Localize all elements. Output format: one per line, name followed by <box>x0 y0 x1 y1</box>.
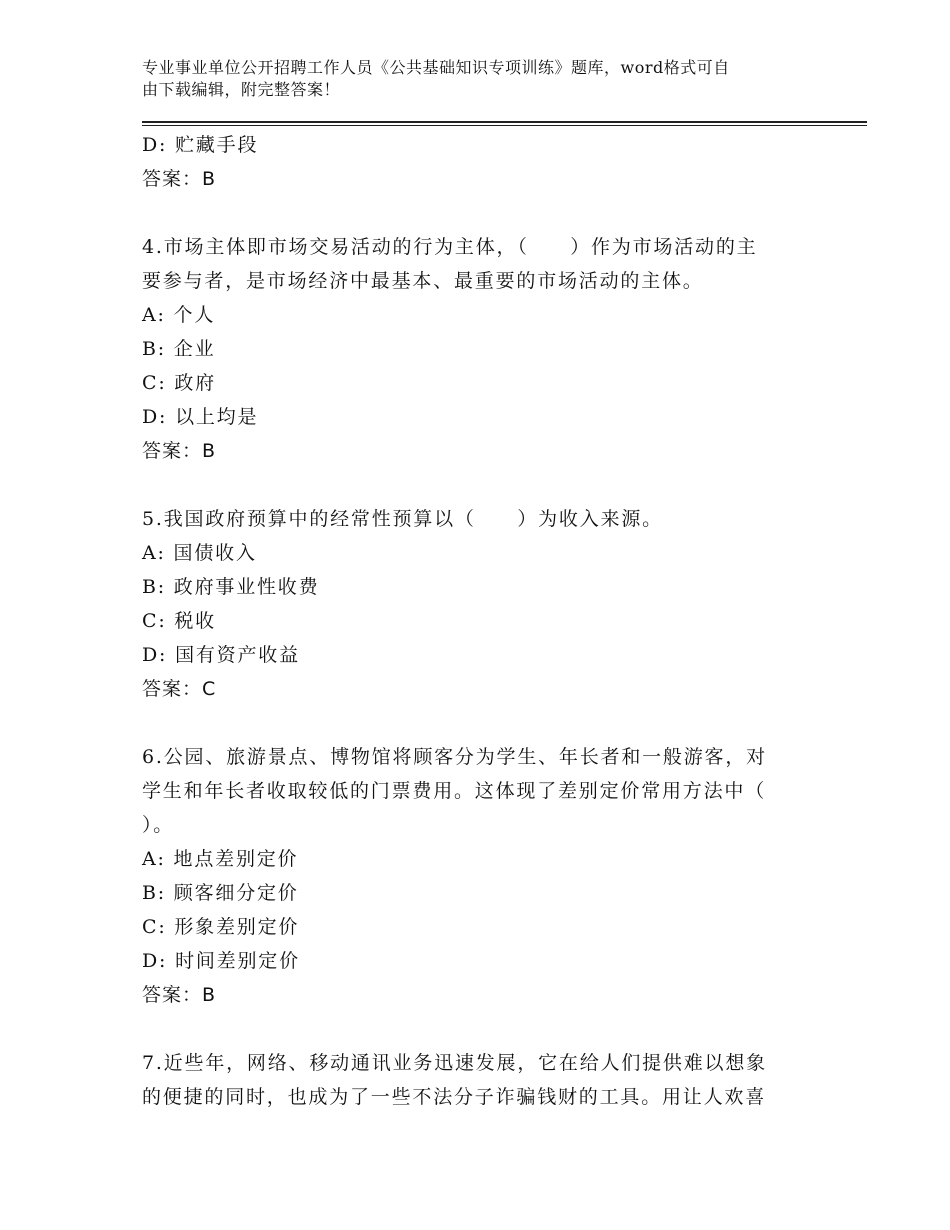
option-a: A: 地点差别定价 <box>142 848 299 870</box>
option-a: A: 国债收入 <box>142 542 257 564</box>
answer: 答案：B <box>142 440 217 462</box>
option-a: A: 个人 <box>142 304 216 326</box>
option-d: D: 时间差别定价 <box>142 950 300 972</box>
header-rule-thin <box>142 125 867 126</box>
question-6 <box>142 740 807 1012</box>
question-4 <box>142 230 807 468</box>
option-b: B: 顾客细分定价 <box>142 882 299 904</box>
question-content <box>142 128 807 1114</box>
question-stem-line: 5.我国政府预算中的经常性预算以（ ）为收入来源。 <box>142 508 663 530</box>
question-stem-line: 要参与者，是市场经济中最基本、最重要的市场活动的主体。 <box>142 270 704 292</box>
option-c: C: 税收 <box>142 610 216 632</box>
option-d: D: 贮藏手段 <box>142 134 259 156</box>
question-stem-line: 7.近些年，网络、移动通讯业务迅速发展，它在给人们提供难以想象 <box>142 1052 767 1074</box>
answer: 答案：B <box>142 984 217 1006</box>
option-c: C: 形象差别定价 <box>142 916 300 938</box>
question-stem-line: 4.市场主体即市场交易活动的行为主体，（ ）作为市场活动的主 <box>142 236 758 258</box>
option-b: B: 企业 <box>142 338 216 360</box>
question-stem-line: ）。 <box>142 814 175 836</box>
page-header <box>142 57 822 101</box>
header-line-1: 专业事业单位公开招聘工作人员《公共基础知识专项训练》题库，word格式可自 <box>142 58 730 77</box>
option-d: D: 以上均是 <box>142 406 259 428</box>
header-line-2: 由下载编辑，附完整答案！ <box>142 80 341 99</box>
spacer <box>142 196 807 230</box>
spacer <box>142 706 807 740</box>
spacer <box>142 1012 807 1046</box>
answer: 答案：C <box>142 678 217 700</box>
question-stem-line: 6.公园、旅游景点、博物馆将顾客分为学生、年长者和一般游客，对 <box>142 746 767 768</box>
question-stem-line: 的便捷的同时，也成为了一些不法分子诈骗钱财的工具。用让人欢喜 <box>142 1086 767 1108</box>
option-d: D: 国有资产收益 <box>142 644 300 666</box>
answer: 答案：B <box>142 168 217 190</box>
question-5 <box>142 502 807 706</box>
question-7 <box>142 1046 807 1114</box>
question-stem-line: 学生和年长者收取较低的门票费用。这体现了差别定价常用方法中（ <box>142 780 767 802</box>
header-rule-thick <box>142 121 867 123</box>
option-b: B: 政府事业性收费 <box>142 576 320 598</box>
option-c: C: 政府 <box>142 372 216 394</box>
spacer <box>142 468 807 502</box>
